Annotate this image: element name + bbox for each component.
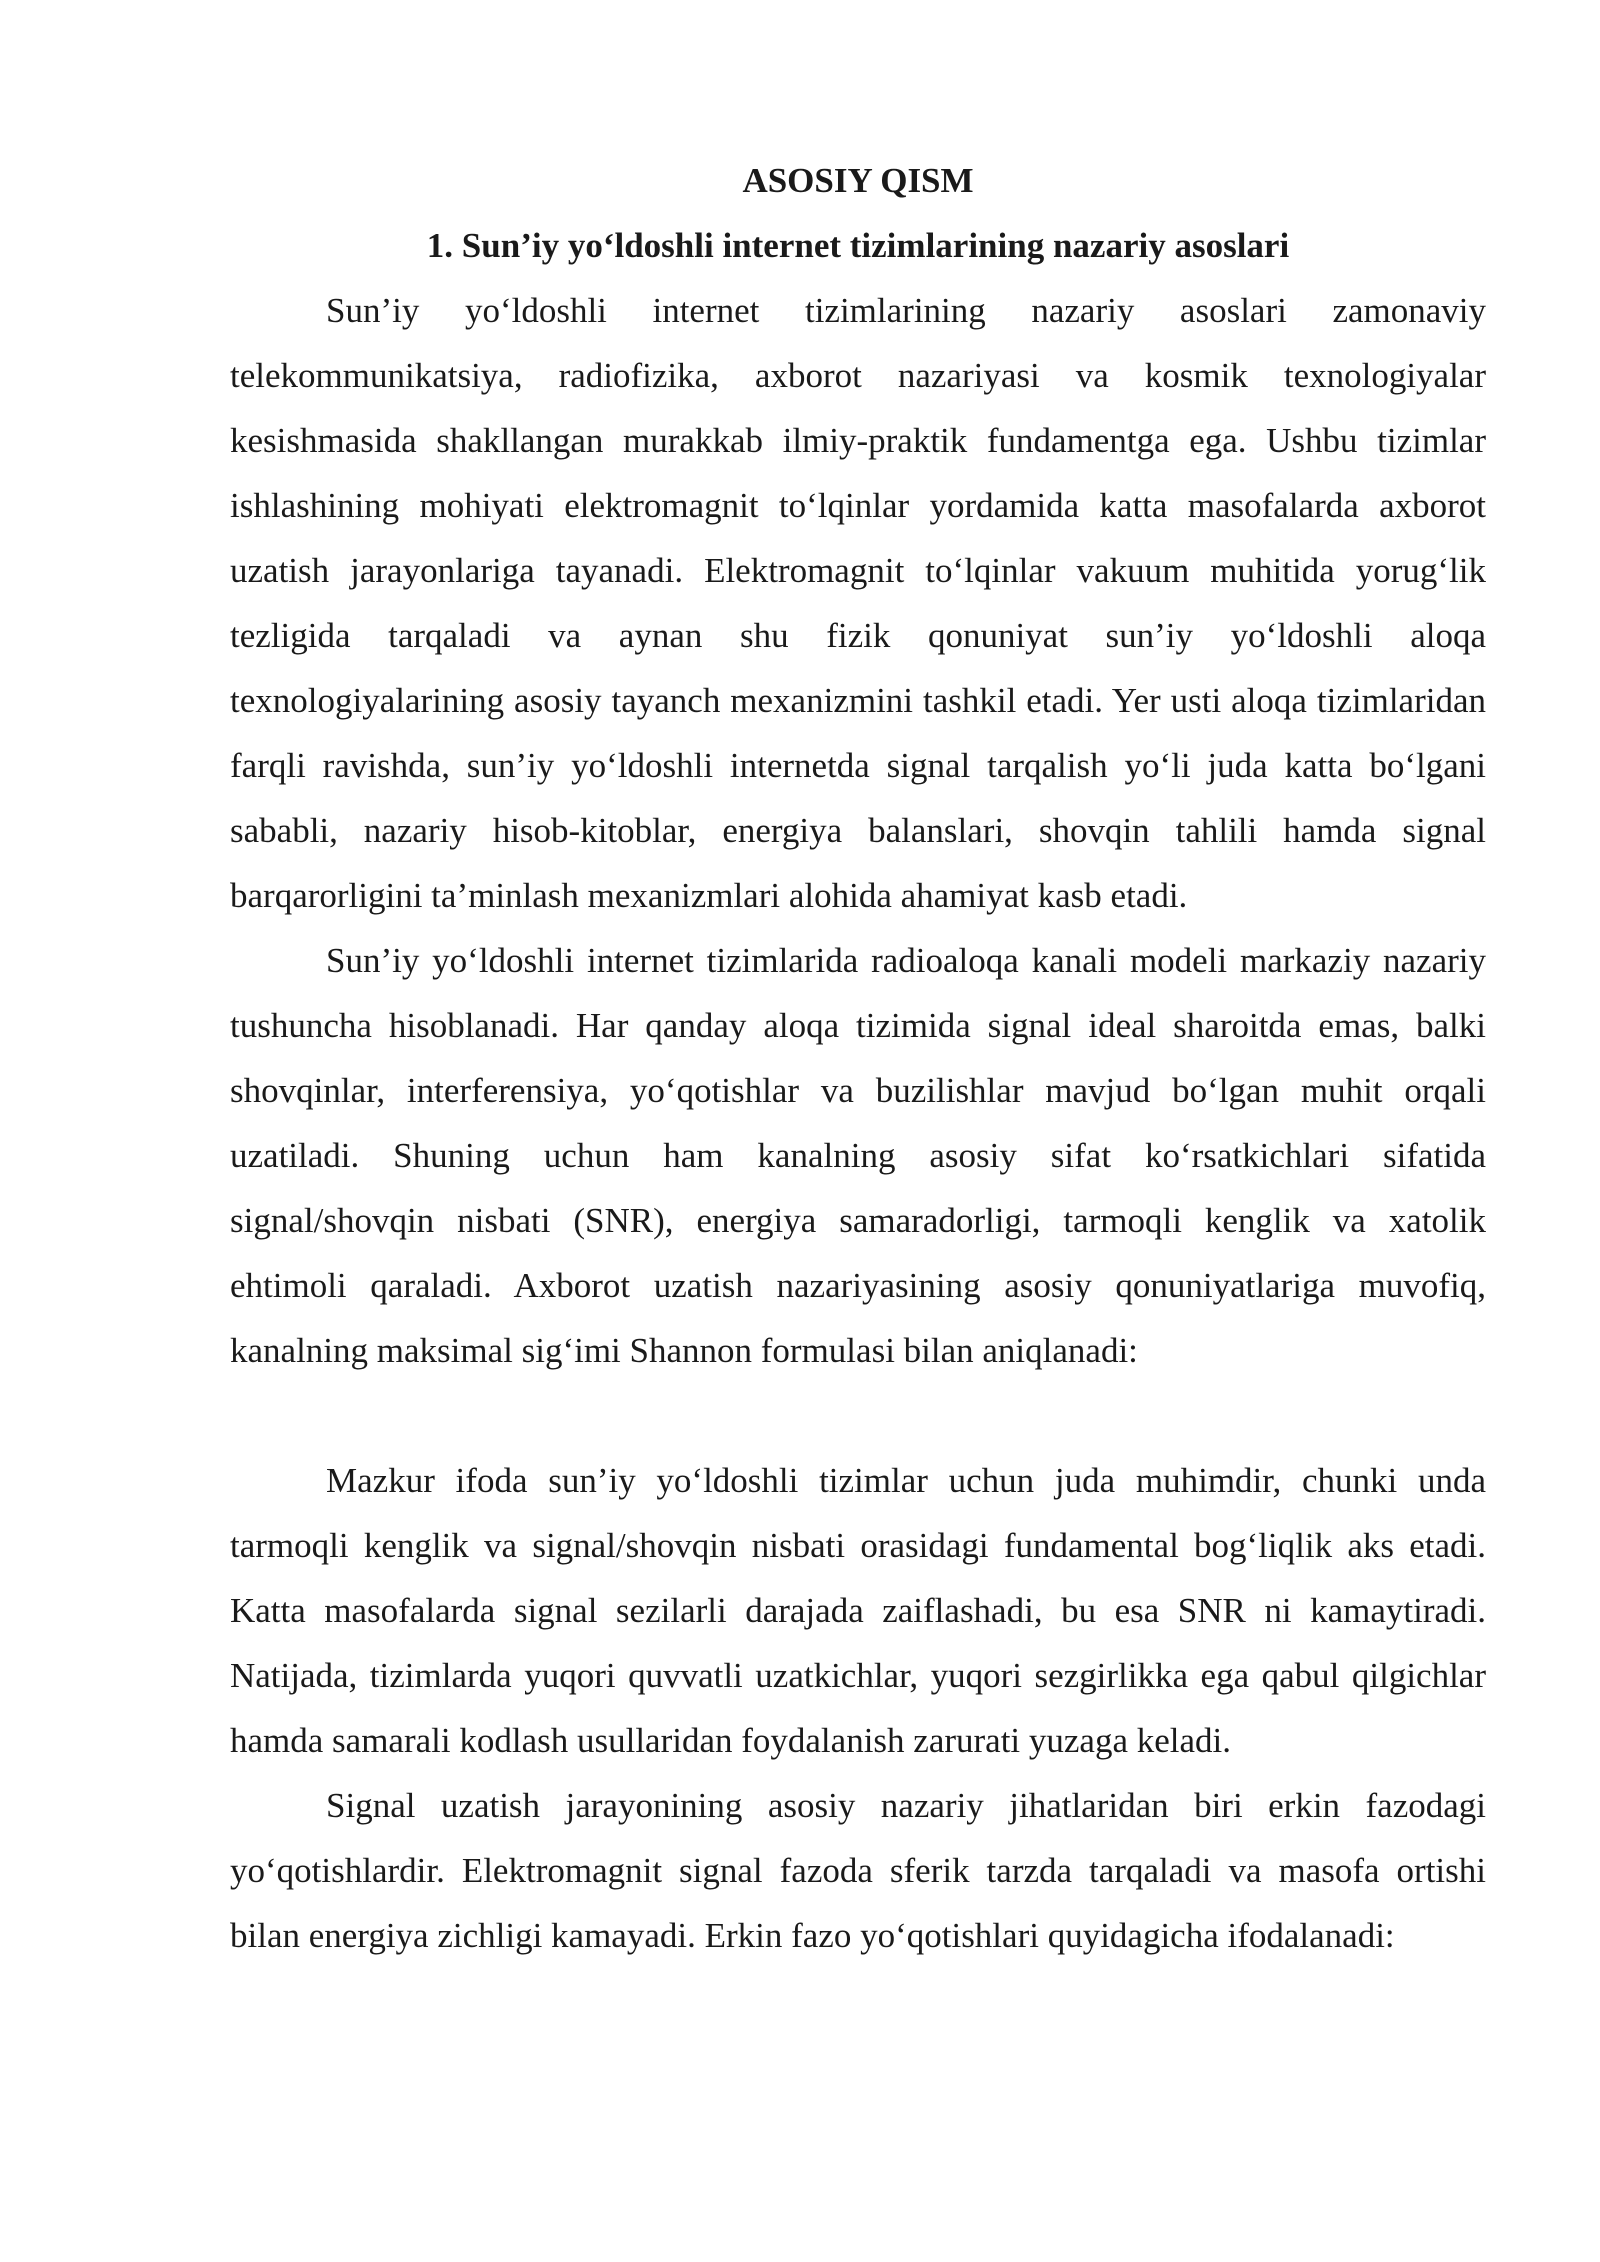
document-page xyxy=(230,148,1486,1968)
document-title: ASOSIY QISM xyxy=(742,161,974,200)
formula-placeholder xyxy=(230,1383,1486,1448)
paragraph: Sun’iy yo‘ldoshli internet tizimlarining nazariy asoslari zamonaviy telekommunikatsiya, radiofizika, axborot nazariyasi va kosmik texnologiyalar kesishmasida shakllangan murakkab ilmiy-praktik fundamentga ega. Ushbu tizimlar ishlashining mohiyati elektromagnit to‘lqinlar yordamida katta masofalarda axborot uzatish jarayonlariga tayanadi. Elektromagnit to‘lqinlar vakuum muhitida yorug‘lik tezligida tarqaladi va aynan shu fizik qonuniyat sun’iy yo‘ldoshli aloqa texnologiyalarining asosiy tayanch mexanizmini tashkil etadi. Yer usti aloqa tizimlaridan farqli ravishda, sun’iy yo‘ldoshli internetda signal tarqalish yo‘li juda katta bo‘lgani sababli, nazariy hisob-kitoblar, energiya balanslari, shovqin tahlili hamda signal barqarorligini ta’minlash mexanizmlari alohida ahamiyat kasb etadi. xyxy=(230,291,1486,915)
section-heading: 1. Sun’iy yo‘ldoshli internet tizimlarining nazariy asoslari xyxy=(426,226,1290,265)
paragraph: Mazkur ifoda sun’iy yo‘ldoshli tizimlar uchun juda muhimdir, chunki unda tarmoqli kenglik va signal/shovqin nisbati orasidagi fundamental bog‘liqlik aks etadi. Katta masofalarda signal sezilarli darajada zaiflashadi, bu esa SNR ni kamaytiradi. Natijada, tizimlarda yuqori quvvatli uzatkichlar, yuqori sezgirlikka ega qabul qilgichlar hamda samarali kodlash usullaridan foydalanish zarurati yuzaga keladi. xyxy=(230,1461,1486,1760)
paragraph: Sun’iy yo‘ldoshli internet tizimlarida radioaloqa kanali modeli markaziy nazariy tushuncha hisoblanadi. Har qanday aloqa tizimida signal ideal sharoitda emas, balki shovqinlar, interferensiya, yo‘qotishlar va buzilishlar mavjud bo‘lgan muhit orqali uzatiladi. Shuning uchun ham kanalning asosiy sifat ko‘rsatkichlari sifatida signal/shovqin nisbati (SNR), energiya samaradorligi, tarmoqli kenglik va xatolik ehtimoli qaraladi. Axborot uzatish nazariyasining asosiy qonuniyatlariga muvofiq, kanalning maksimal sig‘imi Shannon formulasi bilan aniqlanadi: xyxy=(230,941,1486,1370)
paragraph: Signal uzatish jarayonining asosiy nazariy jihatlaridan biri erkin fazodagi yo‘qotishlardir. Elektromagnit signal fazoda sferik tarzda tarqaladi va masofa ortishi bilan energiya zichligi kamayadi. Erkin fazo yo‘qotishlari quyidagicha ifodalanadi: xyxy=(230,1786,1486,1955)
